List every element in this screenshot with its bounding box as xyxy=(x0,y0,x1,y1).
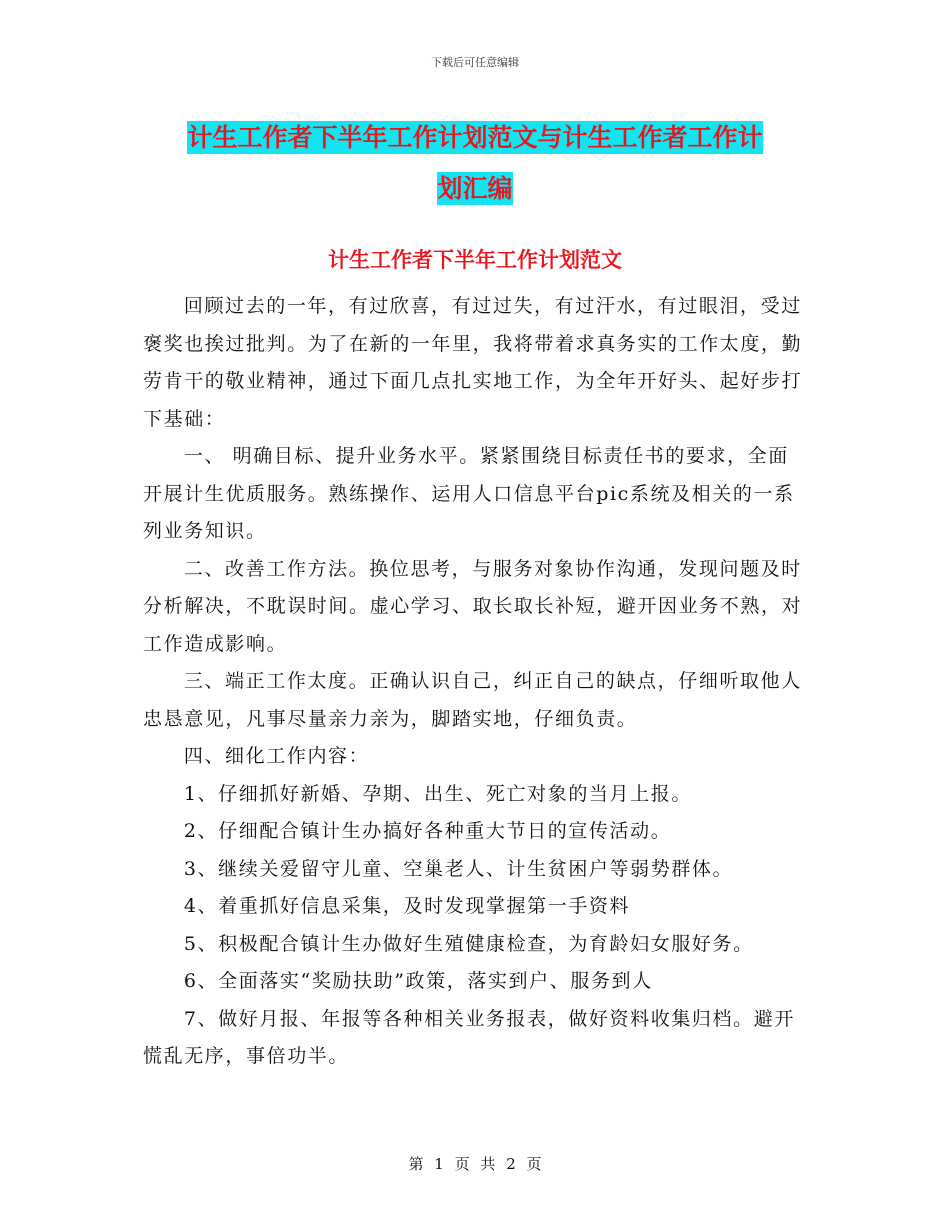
list-item: 1、仔细抓好新婚、孕期、出生、死亡对象的当月上报。 xyxy=(183,782,692,805)
paragraph: 二、改善工作方法。换位思考，与服务对象协作沟通，发现问题及时分析解决，不耽误时间。虚心学习、取长取长补短，避开因业务不熟，对工作造成影响。 xyxy=(143,557,803,655)
footer-total-prefix: 共 xyxy=(480,1155,496,1173)
main-title-line-1: 计生工作者下半年工作计划范文与计生工作者工作计 xyxy=(187,123,763,152)
footer-total-unit: 页 xyxy=(526,1155,542,1173)
main-title xyxy=(143,112,807,214)
paragraph: 四、细化工作内容： xyxy=(183,745,370,767)
list-item: 5、积极配合镇计生办做好生殖健康检查，为育龄妇女服好务。 xyxy=(183,932,754,955)
page-footer xyxy=(0,1153,950,1174)
list-item: 2、仔细配合镇计生办搞好各种重大节日的宣传活动。 xyxy=(183,820,672,842)
list-item: 3、继续关爱留守儿童、空巢老人、计生贫困户等弱势群体。 xyxy=(183,857,734,880)
main-title-line-2: 划汇编 xyxy=(437,174,513,203)
paragraph: 一、 明确目标、提升业务水平。紧紧围绕目标责任书的要求，全面开展计生优质服务。熟练操作、运用人口信息平台pic系统及相关的一系列业务知识。 xyxy=(143,445,795,542)
footer-page-number: 1 xyxy=(434,1155,444,1173)
list-item: 7、做好月报、年报等各种相关业务报表，做好资料收集归档。避开慌乱无序，事倍功半。 xyxy=(143,1007,795,1067)
footer-prefix: 第 xyxy=(408,1155,424,1173)
header-note: 下载后可任意编辑 xyxy=(431,56,519,69)
paragraph: 回顾过去的一年，有过欣喜，有过过失，有过汗水，有过眼泪，受过褒奖也挨过批判。为了在新的一年里，我将带着求真务实的工作太度，勤劳肯干的敬业精神，通过下面几点扎实地工作，为全年开好头、起好步打下基础： xyxy=(143,295,803,430)
list-item: 4、着重抓好信息采集，及时发现掌握第一手资料 xyxy=(183,895,631,917)
paragraph: 三、端正工作太度。正确认识自己，纠正自己的缺点，仔细听取他人忠恳意见，凡事尽量亲力亲为，脚踏实地，仔细负责。 xyxy=(143,670,802,730)
body-text xyxy=(143,288,807,1076)
footer-total-pages: 2 xyxy=(506,1155,516,1173)
footer-page-unit: 页 xyxy=(454,1155,470,1173)
list-item: 6、全面落实“奖励扶助”政策，落实到户、服务到人 xyxy=(183,970,653,992)
section-title: 计生工作者下半年工作计划范文 xyxy=(328,248,622,272)
